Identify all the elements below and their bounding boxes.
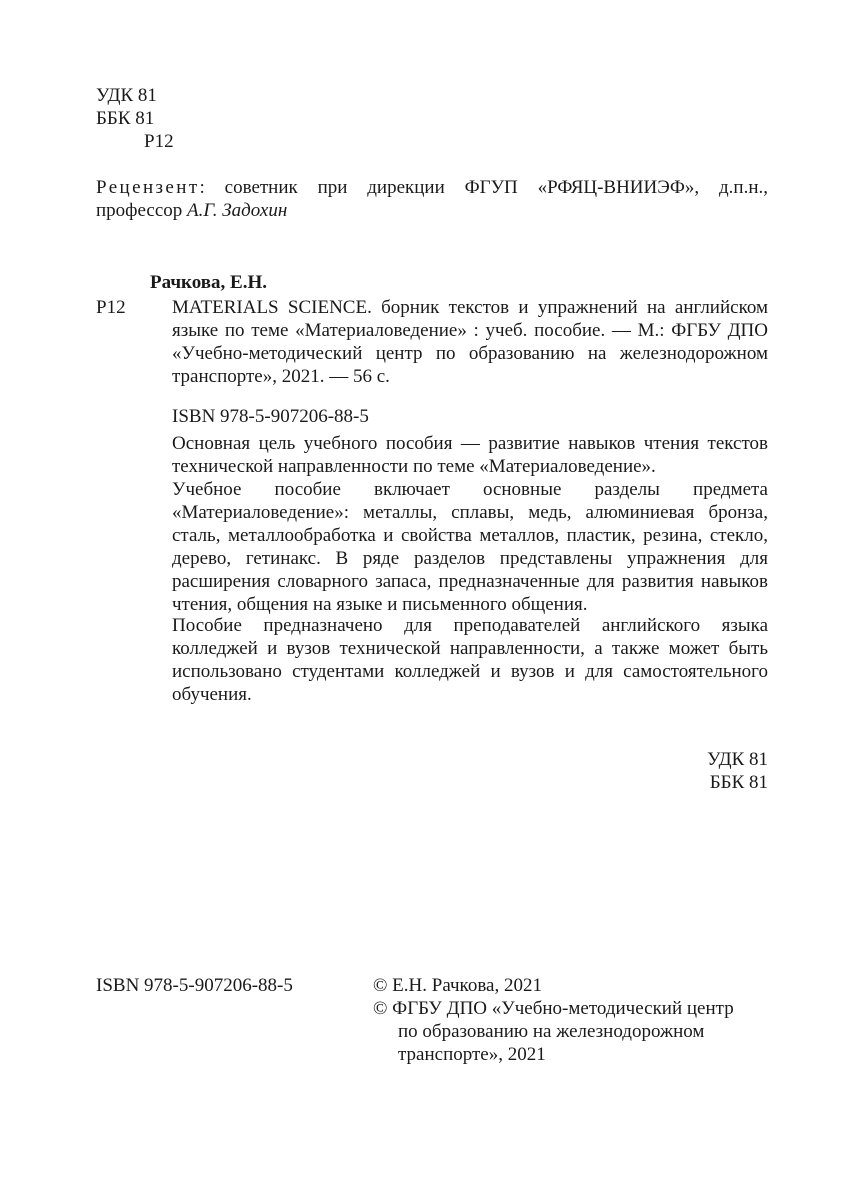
bibliographic-description: MATERIALS SCIENCE. борник текстов и упражнений на английском языке по теме «Материаловедение» : учеб. пособие. — М.: ФГБУ ДПО «Учебно-методический центр по образованию на железнодорожном транспорте», 2021. — 56 с.	[172, 297, 768, 387]
copyright-publisher-line: транспорте», 2021	[398, 1044, 546, 1065]
bbk-code-bottom: ББК 81	[709, 772, 768, 793]
catalog-code: Р12	[96, 297, 126, 318]
copyright-author: © Е.Н. Рачкова, 2021	[373, 975, 542, 996]
copyright-publisher	[373, 997, 773, 1066]
annotation-paragraph: Основная цель учебного пособия — развитие навыков чтения текстов технической направленности по теме «Материаловедение».	[172, 433, 768, 477]
author-sign-code: Р12	[144, 131, 174, 152]
annotation-paragraph: Пособие предназначено для преподавателей английского языка колледжей и вузов технической направленности, а также может быть использовано студентами колледжей и вузов и для самостоятельного обучения.	[172, 615, 768, 705]
reviewer-note	[96, 176, 768, 222]
bbk-code: ББК 81	[96, 108, 155, 129]
udk-code: УДК 81	[96, 85, 157, 106]
isbn: ISBN 978-5-907206-88-5	[172, 406, 369, 427]
udk-code-bottom: УДК 81	[707, 749, 768, 770]
reviewer-name: А.Г. Задохин	[187, 200, 288, 221]
isbn-bottom: ISBN 978-5-907206-88-5	[96, 975, 293, 996]
copyright-publisher-line: © ФГБУ ДПО «Учебно-методический центр	[373, 998, 734, 1019]
reviewer-text: : советник при дирекции ФГУП «РФЯЦ-ВНИИЭФ», д.п.н., профессор	[96, 177, 768, 221]
annotation-paragraph: Учебное пособие включает основные разделы предмета «Материаловедение»: металлы, сплавы, медь, алюминиевая бронза, сталь, металлообработка и свойства металлов, пластик, резина, стекло, дерево, гетинакс. В ряде разделов представлены упражнения для расширения словарного запаса, предназначенные для развития навыков чтения, общения на языке и письменного общения.	[172, 479, 768, 615]
copyright-publisher-line: по образованию на железнодорожном	[398, 1021, 705, 1042]
reviewer-label: Рецензент	[96, 177, 200, 198]
author-name: Рачкова, Е.Н.	[150, 272, 267, 293]
